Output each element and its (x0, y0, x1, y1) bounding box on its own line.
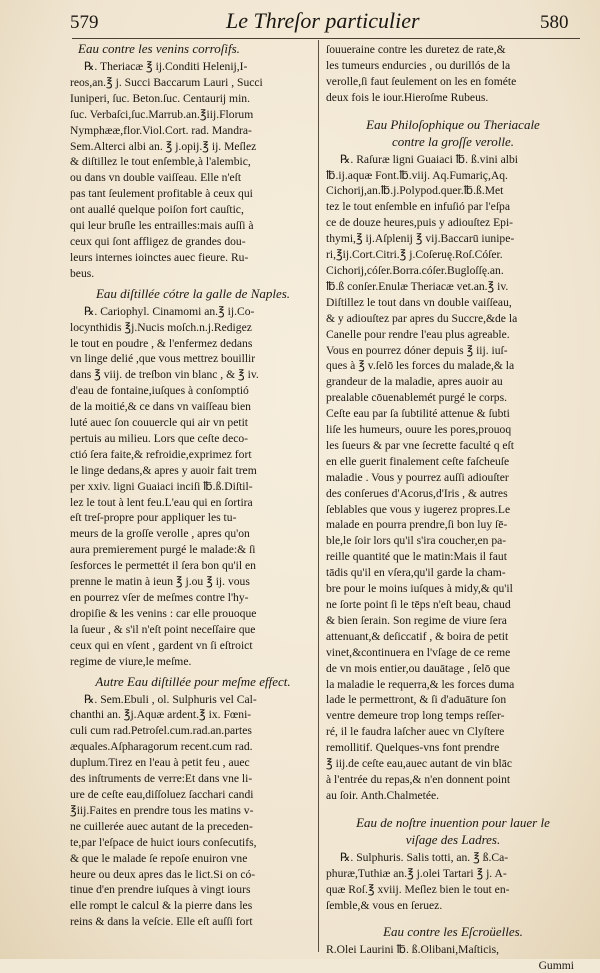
text-line: vn linge delié ,que vous mettrez bouillir (70, 352, 256, 366)
text-line: aura premierement purgé le malade:& ſi (70, 543, 256, 557)
text-line: reins & dans la veſcie. Elle eſt auſſi fort (70, 915, 253, 929)
text-line: ne cuillerée auec autant de la preceden- (70, 819, 253, 833)
text-line: de la moitié,& ce dans vn vaiſſeau bien (70, 400, 251, 414)
text-line: meurs de la groſſe verolle , apres qu'on (70, 527, 250, 541)
text-line: tādis qu'il en vſera,qu'il garde la cham- (326, 566, 506, 580)
text-line: ré, il le faudra laſcher auec vn Clyſtere (326, 725, 505, 739)
text-line: des inſtruments de verre:Et dans vne li- (70, 772, 253, 786)
section-heading-venins: Eau contre les venins corroſifs. (78, 41, 240, 56)
text-line: la maladie le requerra,& les forces duma (326, 677, 515, 691)
text-line: Ceſte eau par ſa ſubtilité attenue & ſubti (326, 407, 510, 421)
header-rule (72, 38, 580, 39)
text-line: ou dans vn double vaiſſeau. Elle n'eſt (70, 171, 242, 185)
section-heading-escrouelles: Eau contre les Eſcroüelles. (383, 924, 523, 940)
text-line: ℔.ij.aquæ Font.℔.viij. Aq.Fumariç,Aq. (326, 168, 508, 182)
text-line: les ſueurs & par vne ſecrette faculté q eſt (326, 438, 514, 452)
text-line: thymi,℥ ij.Aſplenij ℥ vij.Baccarū iunipe- (326, 232, 515, 246)
text-line: ont auallé quelque poiſon fort cauſtic, (70, 203, 244, 217)
text-line: Cichorij,an.℔.j.Polypod.quer.℔.ß.Met (326, 184, 504, 198)
text-line: beus. (70, 266, 95, 280)
text-line: dropiſie & les venins : car elle prouoque (70, 606, 257, 620)
text-line: bre pour le moins iuſques à midy,& qu'il (326, 582, 513, 596)
section-body-galle (70, 304, 316, 670)
section-body-autre-eau (70, 692, 316, 931)
section-body-ladres (326, 850, 580, 914)
text-line: malade en pourra prendre,ſi bon luy ſē- (326, 518, 508, 532)
text-line: ventre demeure trop long temps reſſer- (326, 709, 505, 723)
text-line: reille quantité que le matin:Mais il faut (326, 550, 507, 564)
text-line: ℞. Theriacæ ℥ ij.Conditi Helenij,I- (84, 60, 248, 73)
text-line: ℞. Sulphuris. Salis totti, an. ℥ ß.Ca- (340, 850, 509, 864)
section-heading-autre-eau: Autre Eau diſtillée pour meſme effect. (95, 673, 291, 689)
running-header (0, 8, 600, 36)
text-line: liſe les humeurs, ouure les pores,prouoq (326, 423, 512, 437)
text-line: en elle guerit finalement ceſte faſcheuſe (326, 454, 510, 468)
text-line: Sem.Alterci albi an. ℥ j.opij.℥ ij. Meſlez (70, 139, 257, 153)
text-line: qui leur bruſle les entrailles:mais auſſi à (70, 219, 254, 233)
text-line: Canelle pour rendre l'eau plus agreable. (326, 327, 510, 341)
text-line: Diſtillez le tout dans vn double vaiſſeau, (326, 295, 512, 309)
text-line: ri,℥ij.Cort.Citri.℥ j.Coſeruę.Roſ.Cóſer. (326, 248, 503, 262)
text-line: maladie . Vous y pourrez auſſi adiouſter (326, 470, 509, 484)
text-line: ℥iij.Faites en prendre tous les matins v- (70, 803, 254, 817)
text-line: ce de douze heures,puis y adiouſtez Epi- (326, 216, 514, 230)
text-line: & y adiouſtez par apres du Succre,&de la (326, 311, 518, 325)
text-line: remollitif. Quelques-vns font prendre (326, 741, 500, 755)
text-line: & que le malade ſe repoſe enuiron vne (70, 851, 248, 865)
page-number-left: 579 (70, 12, 99, 33)
heading-line: Eau Philoſophique ou Theriacale (366, 116, 540, 132)
text-line: ℞. Raſuræ ligni Guaiaci ℔. ß.vini albi (340, 152, 518, 166)
text-line: pertuis au milieu. Lors que ceſte deco- (70, 431, 249, 445)
text-line: eſt treſ-propre pour appliquer les tu- (70, 511, 237, 525)
text-line: la ſueur , & s'il n'eſt point neceſſaire que (70, 622, 256, 636)
text-line: le tout en poudre , & l'enfermez dedans (70, 336, 253, 350)
text-line: grandeur de la maladie, apres auoir au (326, 375, 503, 389)
text-line: ure de ceſte eau,diſſoluez ſacchari candi (70, 787, 254, 801)
text-line: à l'entrée du repas,& n'en donnent point (326, 772, 511, 786)
text-line: prealable cōuenablemét purgé le corps. (326, 391, 508, 405)
section-heading-ladres (326, 814, 580, 848)
heading-line: contre la groſſe verolle. (391, 133, 515, 149)
text-line: Cichorij,cóſer.Borra.cóſer.Bugloſſę.an. (326, 263, 504, 277)
text-line: regime de viure,le meſme. (70, 654, 192, 668)
text-line: dans ℥ viij. de treſbon vin blanc , & ℥ iv. (70, 368, 259, 382)
heading-line: viſage des Ladres. (405, 831, 501, 847)
text-line: Iuniperi, ſuc. Beton.ſuc. Centaurij min. (70, 91, 250, 105)
text-line: R.Olei Laurini ℔. ß.Olibani,Maſticis, (326, 943, 500, 957)
catchword: Gummi (538, 959, 574, 973)
text-line: reos,an.℥ j. Succi Baccarum Lauri , Succi (70, 75, 263, 89)
text-line: deux fois le iour.Hieroſme Rubeus. (326, 90, 489, 104)
text-line: locynthidis ℥j.Nucis moſch.n.j.Redigez (70, 320, 252, 334)
text-line: ℞. Cariophyl. Cinamomi an.℥ ij.Co- (84, 304, 255, 318)
text-line: leurs internes ioinctes auec fieure. Ru- (70, 250, 249, 264)
text-line: chanthi an. ℥j.Aquæ ardent.℥ ix. Fœni- (70, 708, 252, 722)
section-body-escrouelles (326, 942, 580, 958)
text-line: verolle,ſi faut ſeulement on les en fométe (326, 74, 517, 88)
section-heading-galle: Eau diſtillée cótre la galle de Naples. (95, 285, 291, 301)
section-heading-philosophique (326, 116, 580, 150)
text-line: tinue d'en prendre iuſques à vingt iours (70, 883, 251, 897)
text-line: & diſtillez le tout enſemble,à l'alembic, (70, 155, 251, 169)
text-line: attenuant,& deſiccatif , & boira de petit (326, 629, 509, 643)
text-line: quæ Roſ.℥ xviij. Meſlez bien le tout en- (326, 882, 510, 896)
section-body-philosophique (326, 152, 580, 804)
text-line: vinet,&continuera en l'vſage de ce reme (326, 645, 511, 659)
text-line: culi cum rad.Petroſel.cum.rad.an.partes (70, 724, 252, 738)
text-line: per xxiv. ligni Guaiaci inciſi ℔.ß.Diſtil- (70, 479, 253, 493)
text-line: des conſerues d'Acorus,d'Iris , & autres (326, 486, 508, 500)
text-line: ℔.ß conſer.Enulæ Theriacæ vet.an.℥ iv. (326, 279, 509, 293)
text-line: ℞. Sem.Ebuli , ol. Sulphuris vel Cal- (84, 692, 257, 706)
text-line: te,par l'eſpace de huict iours conſecutifs, (70, 835, 257, 849)
text-line: ſesforces le permettét il ſera bon qu'il en (70, 559, 256, 573)
text-line: luté auec ſon couuercle qui air vn petit (70, 416, 249, 430)
text-line: le linge dedans,& apres y auoir fait trem (70, 463, 257, 477)
text-line: phuræ,Tuthiæ an.℥ j.olei Tartari ℥ j. A- (326, 866, 507, 880)
text-line: duplum.Tirez en l'eau à petit feu , auec (70, 756, 250, 770)
text-line: en pourrez vſer de meſmes contre l'hy- (70, 591, 249, 604)
page-number-right: 580 (540, 12, 569, 33)
text-line: ſouueraine contre les duretez de rate,& (326, 43, 506, 56)
left-column (70, 40, 316, 952)
text-line: ctió ſera faite,& refroidie,exprimez fort (70, 447, 252, 461)
text-line: ſemble,& vous en ſeruez. (326, 898, 443, 912)
text-line: ceux qui en vſent , gardent vn ſi eſtroict (70, 638, 253, 652)
text-line: au ſoir. Anth.Chalmetée. (326, 788, 440, 802)
text-line: lade le permettront, & ſi d'aduāture ſon (326, 693, 507, 707)
running-title: Le Threſor particulier (226, 8, 420, 33)
text-line: elle rompt le calcul & la pierre dans les (70, 899, 253, 913)
text-line: Nymphææ,flor.Viol.Cort. rad. Mandra- (70, 123, 252, 137)
text-line: tez le tout enſemble en infuſió par l'eſpa (326, 200, 510, 214)
text-line: pas tant ſeulement profitable à ceux qui (70, 187, 253, 201)
text-line: ceux qui ſont affligez de grandes dou- (70, 234, 246, 248)
heading-line: Eau de noſtre inuention pour lauer le (356, 814, 550, 830)
text-line: lez le tout à lent feu.L'eau qui en ſortira (70, 495, 253, 509)
right-column (326, 42, 580, 973)
column-divider (318, 40, 319, 952)
text-line: prenne le matin à ieun ℥ j.ou ℥ ij. vous (70, 575, 250, 589)
text-line: ℥ iij.de ceſte eau,auec autant de vin blāc (326, 757, 512, 771)
text-line: ne ſorte point ſi le tēps n'eſt beau, chaud (326, 598, 511, 611)
text-line: æquales.Aſpharagorum recent.cum rad. (70, 740, 253, 754)
text-line: ques à ℥ v.ſelō les forces du malade,& la (326, 359, 515, 373)
section-body-venins (70, 59, 316, 282)
text-line: de vn mois entier,ou dauātage , ſelō que (326, 661, 511, 675)
text-line: ble,le ſoir lors qu'il s'ira coucher,en pa- (326, 534, 507, 548)
text-line: heure ou deux apres das le lict.Si on có- (70, 867, 256, 881)
text-line: d'eau de fontaine,iuſques à conſomptió (70, 384, 249, 398)
text-line: ſeblables que vous y iugerez propres.Le (326, 502, 511, 516)
text-line: ſuc. Verbaſci,ſuc.Marrub.an.℥iij.Florum (70, 107, 254, 121)
text-line: & bien ſerain. Son regime de viure ſera (326, 613, 507, 627)
continued-text (326, 42, 580, 106)
text-line: Vous en pourrez dóner depuis ℥ iij. iuſ- (326, 343, 508, 357)
text-line: les tumeurs endurcies , ou durillós de la (326, 58, 511, 72)
